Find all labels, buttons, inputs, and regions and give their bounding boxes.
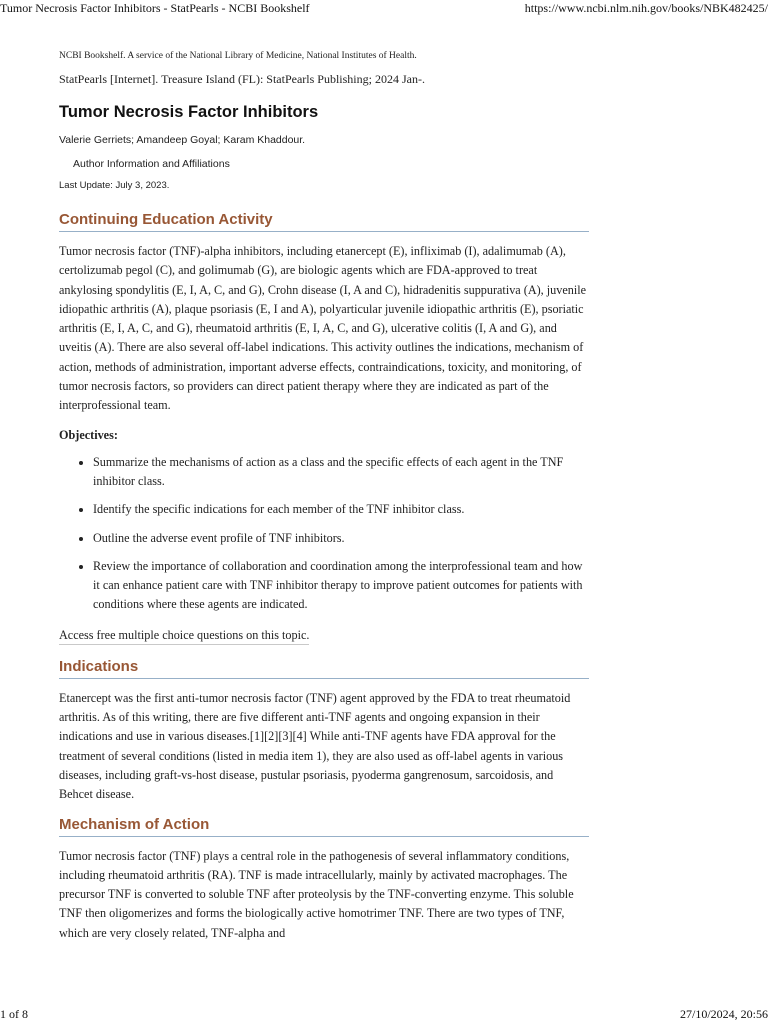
list-item: • Summarize the mechanisms of action as a class and the specific effects of each agent in the TNF inhibitor class. [93, 453, 589, 492]
mcq-access-link[interactable]: Access free multiple choice questions on this topic. [59, 626, 309, 645]
objectives-list [59, 453, 589, 615]
citation: StatPearls [Internet]. Treasure Island (FL): StatPearls Publishing; 2024 Jan-. [59, 72, 425, 86]
list-item: • Outline the adverse event profile of TNF inhibitors. [93, 529, 589, 548]
heading-mechanism-of-action: Mechanism of Action [59, 815, 589, 837]
last-update: Last Update: July 3, 2023. [59, 180, 170, 191]
print-datetime: 27/10/2024, 20:56 [679, 1007, 768, 1021]
page-number: 1 of 8 [0, 1007, 28, 1021]
heading-continuing-education: Continuing Education Activity [59, 210, 589, 232]
indications-paragraph: Etanercept was the first anti-tumor necrosis factor (TNF) agent approved by the FDA to treat rheumatoid arthritis. As of this writing, there are five different anti-TNF agents and ongoing expansion in their indications and use in various diseases.[1][2][3][4] While anti-TNF agents have FDA approval for the treatment of several conditions (listed in media item 1), they are also used as off-label agents in various diseases, including graft-vs-host disease, pustular psoriasis, pyoderma gangrenosum, sarcoidosis, and Behcet disease. [59, 690, 571, 802]
page-title: Tumor Necrosis Factor Inhibitors [59, 103, 319, 121]
heading-indications: Indications [59, 657, 589, 679]
print-footer [0, 1006, 768, 1024]
print-header [0, 0, 768, 18]
print-header-url[interactable]: https://www.ncbi.nlm.nih.gov/books/NBK482425/ [524, 1, 768, 15]
authors: Valerie Gerriets; Amandeep Goyal; Karam Khaddour. [59, 134, 306, 146]
document-content [59, 50, 589, 953]
list-item: • Identify the specific indications for each member of the TNF inhibitor class. [93, 500, 589, 519]
bookshelf-note: NCBI Bookshelf. A service of the National Library of Medicine, National Institutes of Health. [59, 51, 417, 61]
objectives-label: Objectives: [59, 427, 118, 442]
list-item: • Review the importance of collaboration and coordination among the interprofessional team and how it can enhance patient care with TNF inhibitor therapy to improve patient outcomes for patients with conditions where these agents are indicated. [93, 557, 589, 615]
author-affiliations-link[interactable]: Author Information and Affiliations [73, 158, 230, 170]
moa-paragraph: Tumor necrosis factor (TNF) plays a central role in the pathogenesis of several inflammatory conditions, including rheumatoid arthritis (RA). TNF is made intracellularly, mainly by activated macrophages. The precursor TNF is converted to soluble TNF after proteolysis by the TNF-converting enzyme. This soluble TNF then oligomerizes and forms the biologically active homotrimer TNF. There are two types of TNF, which are very closely related, TNF-alpha and [59, 848, 574, 940]
print-header-title: Tumor Necrosis Factor Inhibitors - StatPearls - NCBI Bookshelf [0, 1, 310, 15]
cea-paragraph: Tumor necrosis factor (TNF)-alpha inhibitors, including etanercept (E), infliximab (I), adalimumab (A), certolizumab pegol (C), and golimumab (G), are biologic agents which are FDA-approved to treat ankylosing spondylitis (E, I, A, C, and G), Crohn disease (I, A and C), hidradenitis suppurativa (A), juvenile idiopathic arthritis (A), plaque psoriasis (E, I and A), polyarticular juvenile idiopathic arthritis (E), psoriatic arthritis (E, I, A, C, and G), rheumatoid arthritis (E, I, A, C, and G), ulcerative colitis (I, A and G), and uveitis (A). There are also several off-label indications. This activity outlines the indications, mechanism of action, methods of administration, important adverse effects, contraindications, toxicity, and monitoring, of tumor necrosis factors, so providers can direct patient therapy where they are indicated as part of the interprofessional team. [59, 244, 587, 413]
